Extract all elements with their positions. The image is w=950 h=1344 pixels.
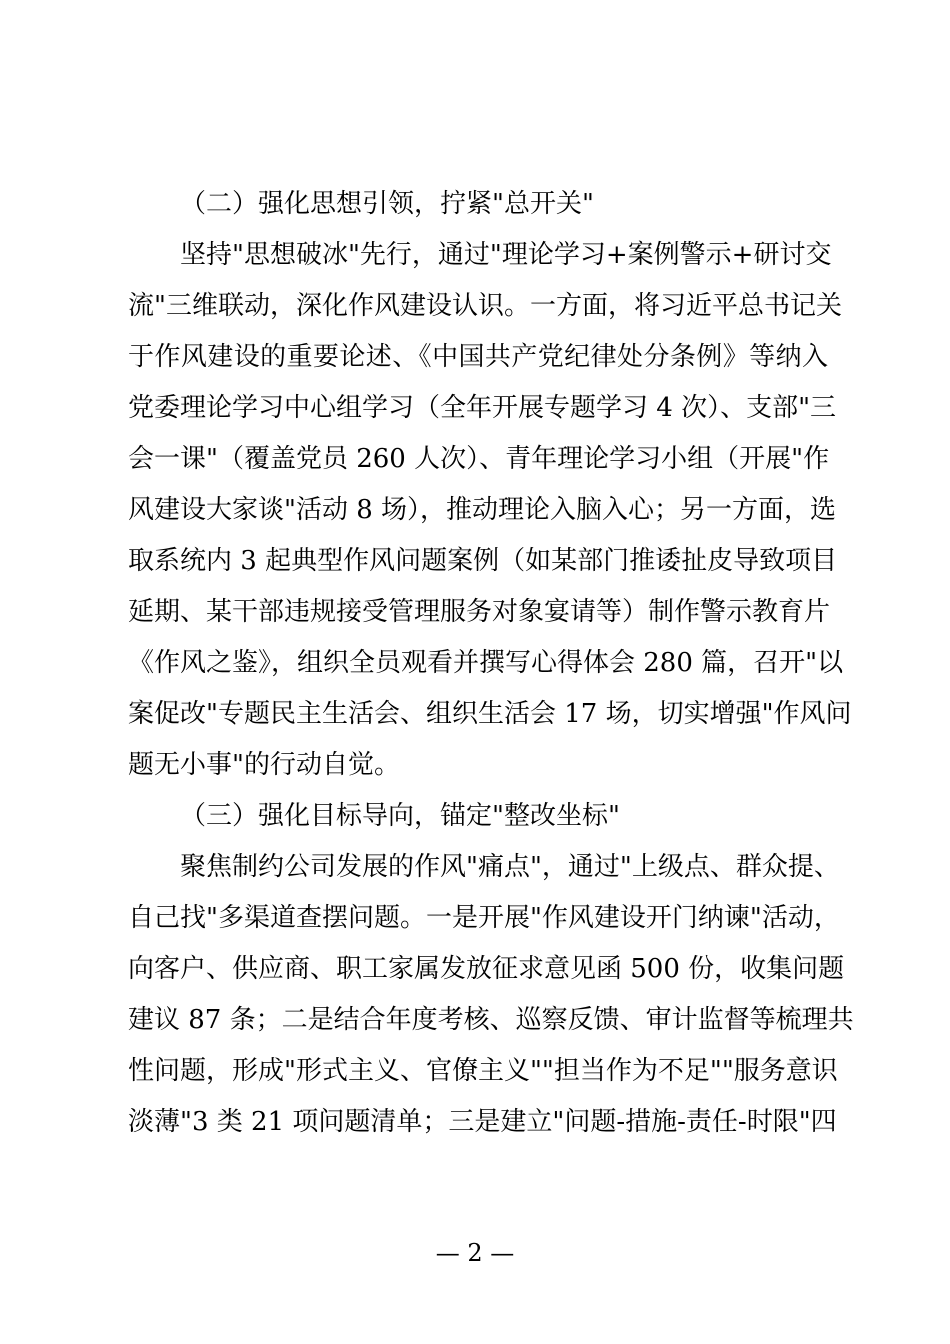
paragraph-line: 淡薄"3 类 21 项问题清单；三是建立"问题-措施-责任-时限"四 bbox=[128, 1107, 837, 1137]
paragraph-line: 题无小事"的行动自觉。 bbox=[128, 750, 400, 780]
paragraph-line: 建议 87 条；二是结合年度考核、巡察反馈、审计监督等梳理共 bbox=[128, 1005, 854, 1035]
paragraph-line: 坚持"思想破冰"先行，通过"理论学习+案例警示+研讨交 bbox=[180, 240, 832, 270]
paragraph-line: 党委理论学习中心组学习（全年开展专题学习 4 次）、支部"三 bbox=[128, 393, 837, 423]
paragraph-line: 流"三维联动，深化作风建设认识。一方面，将习近平总书记关 bbox=[128, 291, 842, 321]
paragraph-line: 向客户、供应商、职工家属发放征求意见函 500 份，收集问题 bbox=[128, 954, 845, 984]
paragraph-line: 自己找"多渠道查摆问题。一是开展"作风建设开门纳谏"活动， bbox=[128, 903, 840, 933]
section-two-heading: （二）强化思想引领，拧紧"总开关" bbox=[180, 189, 594, 219]
paragraph-line: 聚焦制约公司发展的作风"痛点"，通过"上级点、群众提、 bbox=[180, 852, 840, 882]
page-number: — 2 — bbox=[435, 1239, 515, 1267]
paragraph-line: 于作风建设的重要论述、《中国共产党纪律处分条例》等纳入 bbox=[128, 342, 828, 372]
paragraph-line: 风建设大家谈"活动 8 场），推动理论入脑入心；另一方面，选 bbox=[128, 495, 837, 525]
paragraph-line: 取系统内 3 起典型作风问题案例（如某部门推诿扯皮导致项目 bbox=[128, 546, 838, 576]
paragraph-line: 会一课"（覆盖党员 260 人次）、青年理论学习小组（开展"作 bbox=[128, 444, 830, 474]
paragraph-line: 性问题，形成"形式主义、官僚主义""担当作为不足""服务意识 bbox=[128, 1056, 838, 1086]
paragraph-line: 《作风之鉴》，组织全员观看并撰写心得体会 280 篇，召开"以 bbox=[128, 648, 844, 678]
paragraph-line: 案促改"专题民主生活会、组织生活会 17 场，切实增强"作风问 bbox=[128, 699, 852, 729]
section-three-heading: （三）强化目标导向，锚定"整改坐标" bbox=[180, 801, 620, 831]
paragraph-line: 延期、某干部违规接受管理服务对象宴请等）制作警示教育片 bbox=[128, 597, 831, 627]
